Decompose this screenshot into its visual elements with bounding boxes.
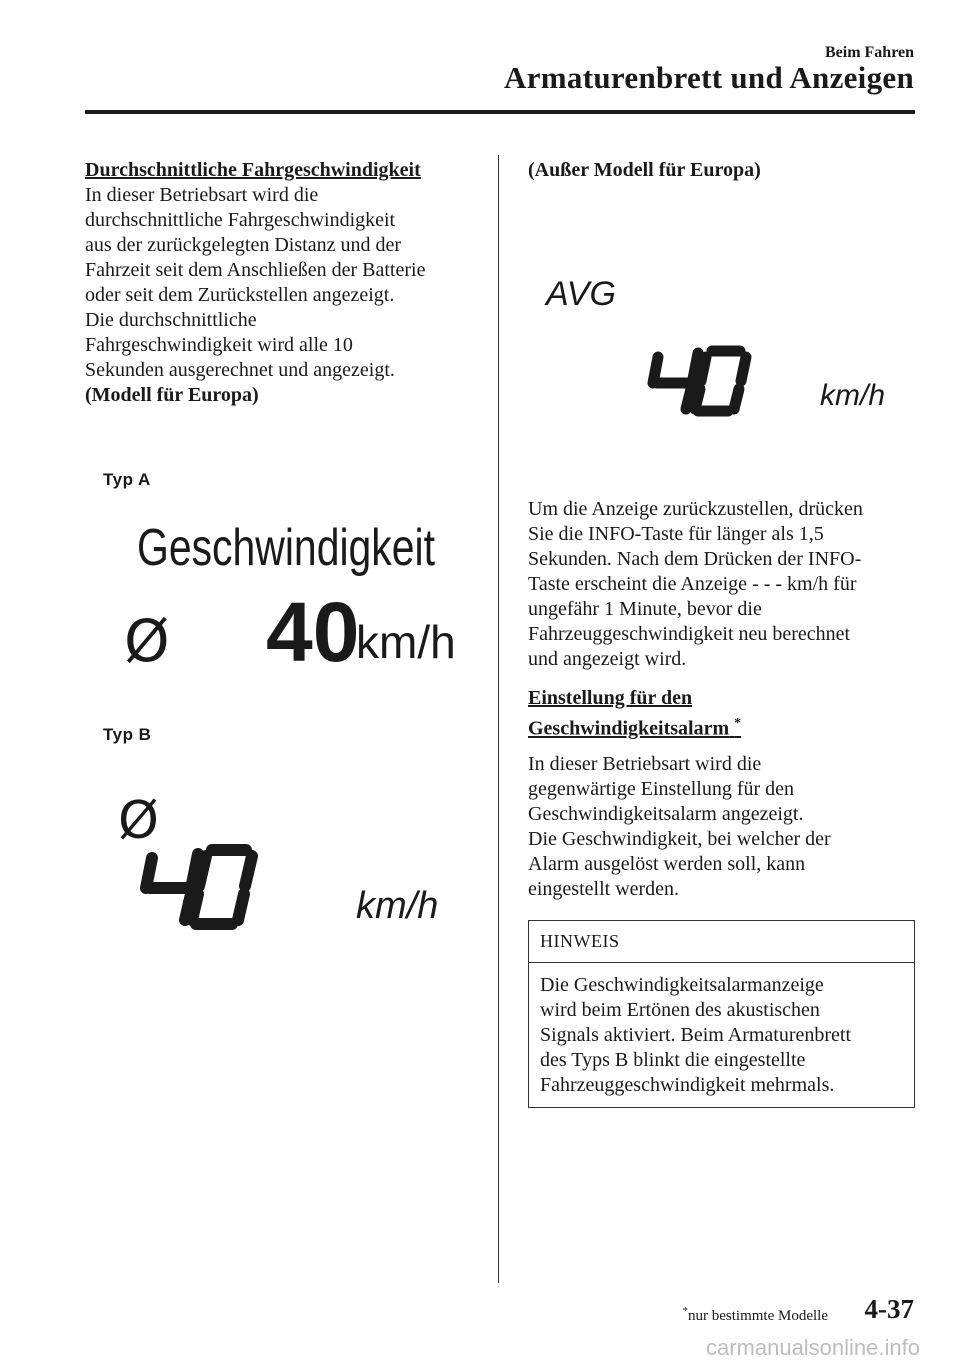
avg-seven-segment-value [653,351,746,411]
text-line: Taste erscheint die Anzeige - - - km/h für [528,573,857,595]
text-line: Fahrgeschwindigkeit wird alle 10 [85,334,353,356]
footer-note-text: nur bestimmte Modelle [688,1308,828,1324]
text-line: Sekunden. Nach dem Drücken der INFO- [528,548,862,570]
column-divider [498,155,499,1283]
text-line: Die Geschwindigkeitsalarmanzeige [540,974,824,996]
typ-b-label: Typ B [103,725,152,744]
typ-a-title: Geschwindigkeit [137,519,436,577]
typ-a-avg-symbol: Ø [124,607,170,675]
typ-b-unit: km/h [356,885,439,927]
text-line: In dieser Betriebsart wird die [85,184,319,206]
text-line: In dieser Betriebsart wird die [528,752,762,775]
speed-alarm-heading-line1: Einstellung für den [528,687,693,709]
text-line: Sie die INFO-Taste für länger als 1,5 [528,523,824,545]
typ-a-display [124,505,460,690]
text-line: Geschwindigkeitsalarm angezeigt. [528,802,804,825]
left-column [85,158,480,408]
optional-marker: * [734,716,742,731]
section-label: Beim Fahren [824,44,914,61]
page-number: 4-37 [864,1294,914,1324]
avg-display-graphic [540,265,910,425]
watermark: carmanualsonline.info [705,1335,920,1360]
text-line: Fahrzeuggeschwindigkeit neu berechnet [528,623,851,645]
typ-b-display [100,780,470,935]
avg-label: AVG [546,275,616,313]
text-line: Die durchschnittliche [85,309,257,331]
model-label-other [528,158,761,183]
avg-unit: km/h [820,379,886,412]
avg-speed-description [85,183,480,383]
text-line: Die Geschwindigkeit, bei welcher der [528,827,831,850]
model-label-europe: (Modell für Europa) [85,384,259,406]
text-line: wird beim Ertönen des akustischen [540,999,820,1021]
text-line: Alarm ausgelöst werden soll, kann [528,852,806,875]
text-line: eingestellt werden. [528,877,680,900]
text-line: und angezeigt wird. [528,648,687,670]
page-title: Armaturenbrett und Anzeigen [504,60,914,95]
typ-a-unit: km/h [356,616,456,668]
footer-note [683,1305,828,1325]
typ-b-seven-segment-value [146,850,252,924]
speed-alarm-heading-text: Geschwindigkeitsalarm [528,717,730,740]
text-line: des Typs B blinkt die eingestellte [540,1049,806,1071]
text-line: oder seit dem Zurückstellen angezeigt. [85,284,395,306]
text-line: gegenwärtige Einstellung für den [528,777,795,800]
section-heading-avg-speed: Durchschnittliche Fahrgeschwindigkeit [85,159,421,181]
avg-display [540,265,910,430]
text-line: Fahrzeuggeschwindigkeit mehrmals. [540,1074,835,1096]
text-line: durchschnittliche Fahrgeschwindigkeit [85,209,396,231]
speed-alarm-heading-line2 [528,711,918,742]
reset-instructions [528,497,918,672]
text-line: Signals aktiviert. Beim Armaturenbrett [540,1024,852,1046]
typ-b-avg-symbol: Ø [118,791,159,851]
text-line: Um die Anzeige zurückzustellen, drücken [528,498,863,520]
typ-a-value: 40 [266,585,360,679]
text-line: aus der zurückgelegten Distanz und der [85,234,401,256]
typ-a-display-graphic [124,505,460,685]
header-rule [85,110,915,114]
text-line: Sekunden ausgerechnet und angezeigt. [85,359,395,381]
text-line: Fahrzeit seit dem Anschließen der Batterie [85,259,426,281]
note-body [529,963,914,1108]
footer-marker: * [682,1305,689,1317]
model-label-non-europe: (Außer Modell für Europa) [528,159,761,181]
note-title: HINWEIS [529,921,914,963]
typ-b-display-graphic [100,780,470,930]
typ-a-label: Typ A [103,470,151,489]
speed-alarm-section [528,686,918,902]
note-box [528,920,915,1108]
text-line: ungefähr 1 Minute, bevor die [528,598,762,620]
